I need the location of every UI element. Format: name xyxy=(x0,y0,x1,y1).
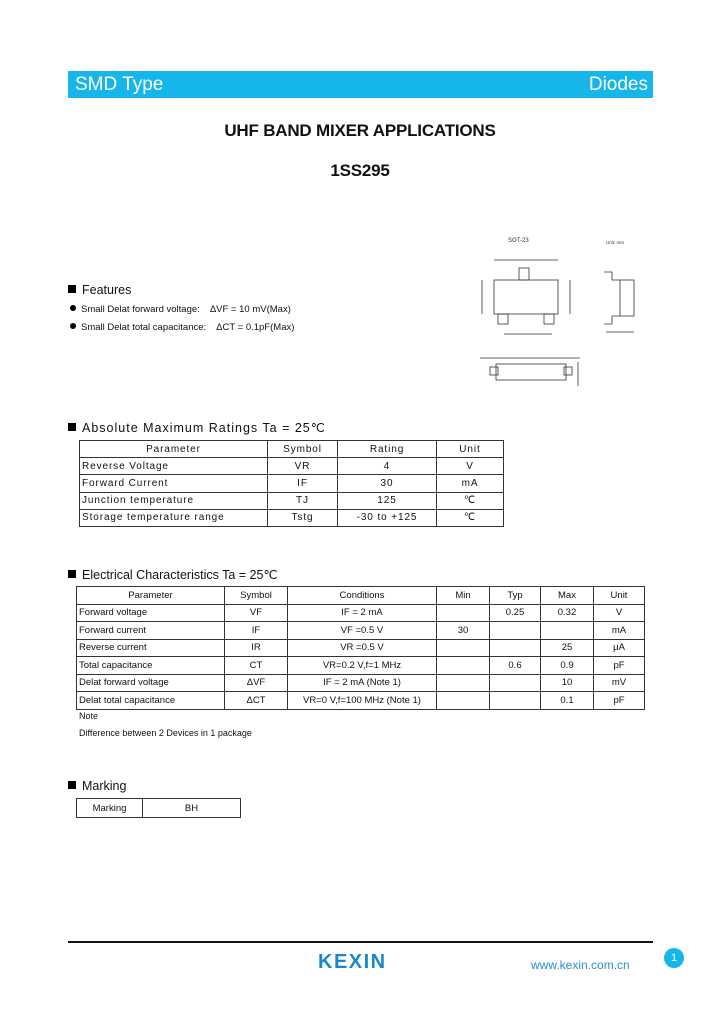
marking-heading: Marking xyxy=(68,779,126,793)
square-bullet-icon xyxy=(68,570,76,578)
table-row: Delat forward voltage ΔVF IF = 2 mA (Note 1) 10 mV xyxy=(77,674,645,692)
footer-divider xyxy=(68,941,653,943)
document-title: UHF BAND MIXER APPLICATIONS xyxy=(224,121,496,140)
bullet-icon xyxy=(70,323,76,329)
table-header-row: Parameter Symbol Conditions Min Typ Max Unit xyxy=(77,587,645,605)
absolute-max-table xyxy=(79,440,504,527)
square-bullet-icon xyxy=(68,285,76,293)
package-name-label: SOT-23 xyxy=(508,238,529,244)
header-right-text: Diodes xyxy=(588,74,648,95)
unit-label: Unit: mm xyxy=(606,240,624,245)
table-row: Forward current IF VF =0.5 V 30 mA xyxy=(77,622,645,640)
electrical-heading: Electrical Characteristics Ta = 25℃ xyxy=(68,567,277,582)
table-row: Junction temperature TJ 125 ℃ xyxy=(80,492,504,509)
feature-item: Small Delat forward voltage: ΔVF = 10 mV(Max) xyxy=(70,304,291,315)
header-banner xyxy=(68,71,653,98)
bullet-icon xyxy=(70,305,76,311)
note-text: Difference between 2 Devices in 1 package xyxy=(79,728,252,738)
table-row: Reverse Voltage VR 4 V xyxy=(80,458,504,475)
table-row: Reverse current IR VR =0.5 V 25 μA xyxy=(77,639,645,657)
page-number-badge: 1 xyxy=(664,948,684,968)
package-outline-drawing xyxy=(470,232,650,412)
website-link[interactable]: www.kexin.com.cn xyxy=(531,958,630,972)
table-header-row: Parameter Symbol Rating Unit xyxy=(80,441,504,458)
feature-item: Small Delat total capacitance: ΔCT = 0.1pF(Max) xyxy=(70,322,294,333)
note-label: Note xyxy=(79,711,99,721)
company-logo: KEXIN xyxy=(318,951,387,973)
marking-table xyxy=(76,798,241,818)
electrical-table xyxy=(76,586,645,710)
part-number: 1SS295 xyxy=(330,161,390,180)
table-row: Forward Current IF 30 mA xyxy=(80,475,504,492)
square-bullet-icon xyxy=(68,781,76,789)
absolute-max-heading: Absolute Maximum Ratings Ta = 25℃ xyxy=(68,420,326,435)
header-left-text: SMD Type xyxy=(75,74,164,95)
features-heading: Features xyxy=(68,283,131,297)
square-bullet-icon xyxy=(68,423,76,431)
table-row: Storage temperature range Tstg -30 to +125 ℃ xyxy=(80,509,504,526)
table-row: Delat total capacitance ΔCT VR=0 V,f=100 MHz (Note 1) 0.1 pF xyxy=(77,692,645,710)
table-row: Marking BH xyxy=(77,799,241,818)
table-row: Total capacitance CT VR=0.2 V,f=1 MHz 0.6 0.9 pF xyxy=(77,657,645,675)
table-row: Forward voltage VF IF = 2 mA 0.25 0.32 V xyxy=(77,604,645,622)
